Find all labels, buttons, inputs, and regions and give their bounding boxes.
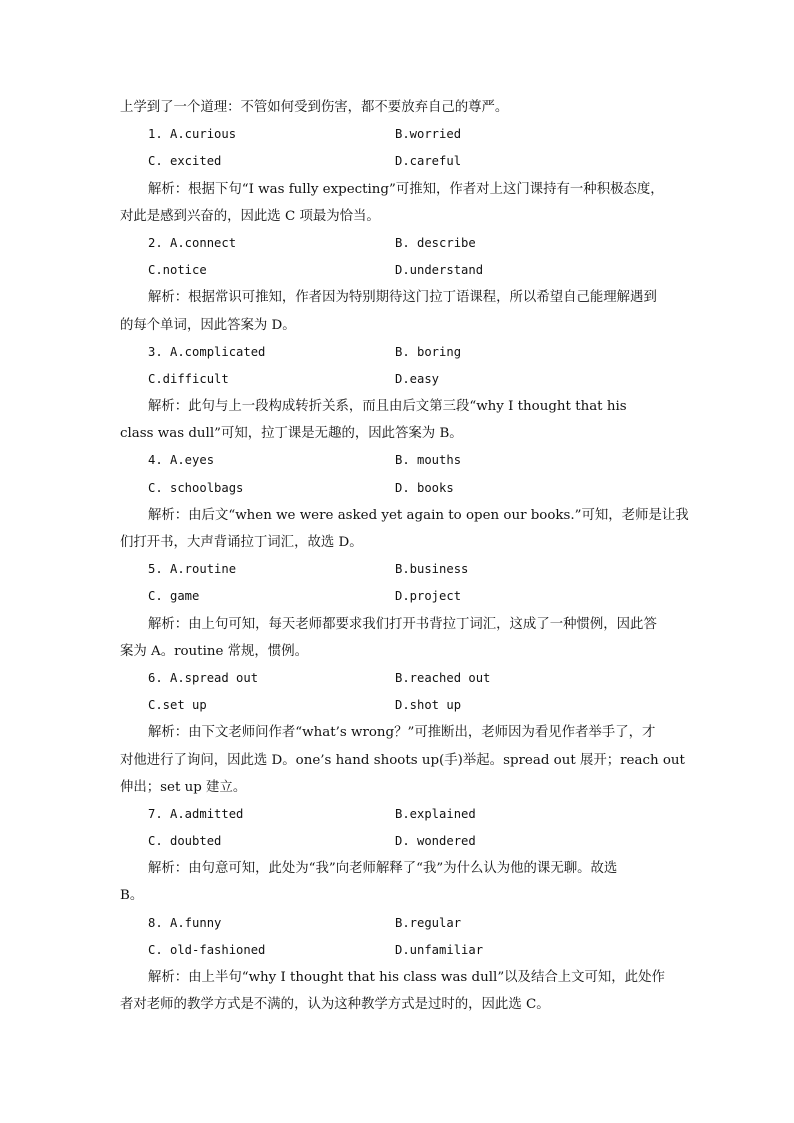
- option-b: B.worried: [395, 127, 462, 142]
- analysis-line: 解析：根据常识可推知，作者因为特别期待这门拉丁语课程，所以希望自己能理解遇到: [148, 290, 657, 306]
- option-a: 6. A.spread out: [148, 670, 259, 685]
- option-d: D.project: [395, 589, 462, 604]
- question-block: [120, 121, 676, 230]
- question-block: [120, 447, 689, 556]
- option-b: B.regular: [395, 915, 462, 930]
- analysis-line: B。: [120, 888, 144, 904]
- option-row: [120, 828, 676, 855]
- option-row: [120, 339, 676, 366]
- option-b: B. describe: [395, 235, 476, 250]
- analysis-line: 解析：由后文“when we were asked yet again to open our books.”可知，老师是让我: [148, 507, 689, 523]
- analysis-paragraph: [120, 176, 676, 230]
- option-row: [120, 366, 676, 393]
- analysis-paragraph: [120, 855, 676, 909]
- analysis-paragraph: [120, 964, 676, 1018]
- option-b: B. boring: [395, 344, 462, 359]
- option-row: [120, 230, 676, 257]
- question-block: [120, 339, 676, 448]
- option-c: C. game: [148, 589, 200, 604]
- option-row: [120, 121, 676, 148]
- option-b: B.reached out: [395, 670, 491, 685]
- option-row: [120, 910, 676, 937]
- option-row: [120, 692, 676, 719]
- analysis-paragraph: [120, 611, 676, 665]
- analysis-paragraph: [120, 502, 689, 556]
- option-c: C. old-fashioned: [148, 942, 266, 957]
- question-block: [120, 230, 676, 339]
- option-a: 5. A.routine: [148, 562, 237, 577]
- analysis-line: 对此是感到兴奋的，因此选 C 项最为恰当。: [120, 208, 380, 224]
- question-block: [120, 801, 676, 910]
- document-content: [120, 94, 689, 1018]
- analysis-line: 解析：根据下句“I was fully expecting”可推知，作者对上这门课持有一种积极态度，: [148, 181, 664, 197]
- option-row: [120, 148, 676, 175]
- option-d: D.careful: [395, 154, 462, 169]
- option-d: D. books: [395, 480, 454, 495]
- option-c: C. excited: [148, 154, 222, 169]
- option-a: 8. A.funny: [148, 915, 222, 930]
- option-row: [120, 475, 676, 502]
- option-a: 3. A.complicated: [148, 344, 266, 359]
- analysis-line: 案为 A。routine 常规，惯例。: [120, 643, 308, 659]
- analysis-line: 们打开书，大声背诵拉丁词汇，故选 D。: [120, 535, 363, 550]
- option-row: [120, 447, 676, 474]
- option-c: C.notice: [148, 263, 207, 278]
- option-c: C.set up: [148, 698, 207, 713]
- analysis-line: 解析：此句与上一段构成转折关系，而且由后文第三段“why I thought that his: [148, 399, 627, 415]
- analysis-line: 者对老师的教学方式是不满的，认为这种教学方式是过时的，因此选 C。: [120, 997, 550, 1013]
- option-a: 7. A.admitted: [148, 806, 244, 821]
- option-row: [120, 801, 676, 828]
- option-d: D. wondered: [395, 834, 476, 849]
- intro-line: 上学到了一个道理：不管如何受到伤害，都不要放弃自己的尊严。: [120, 100, 509, 115]
- option-d: D.easy: [395, 371, 440, 386]
- analysis-line: class was dull”可知，拉丁课是无趣的，因此答案为 B。: [120, 426, 463, 442]
- analysis-line: 解析：由上句可知，每天老师都要求我们打开书背拉丁词汇，这成了一种惯例，因此答: [148, 616, 657, 632]
- analysis-paragraph: [120, 719, 685, 801]
- question-block: [120, 556, 676, 665]
- analysis-line: 解析：由下文老师问作者“what’s wrong？”可推断出，老师因为看见作者举手了，才: [148, 725, 656, 741]
- option-c: C.difficult: [148, 371, 229, 386]
- analysis-line: 解析：由上半句“why I thought that his class was dull”以及结合上文可知，此处作: [148, 970, 665, 985]
- analysis-paragraph: [120, 393, 676, 447]
- option-d: D.unfamiliar: [395, 942, 484, 957]
- analysis-line: 伸出；set up 建立。: [120, 779, 247, 795]
- option-row: [120, 937, 676, 964]
- option-row: [120, 257, 676, 284]
- option-d: D.understand: [395, 263, 484, 278]
- option-a: 1. A.curious: [148, 127, 237, 142]
- analysis-line: 解析：由句意可知，此处为“我”向老师解释了“我”为什么认为他的课无聊。故选: [148, 861, 618, 877]
- option-a: 2. A.connect: [148, 235, 237, 250]
- option-c: C. schoolbags: [148, 480, 244, 495]
- option-b: B.business: [395, 562, 469, 577]
- option-b: B. mouths: [395, 453, 462, 468]
- analysis-line: 的每个单词，因此答案为 D。: [120, 317, 296, 333]
- question-block: [120, 910, 676, 1019]
- option-a: 4. A.eyes: [148, 453, 215, 468]
- analysis-paragraph: [120, 284, 676, 338]
- option-b: B.explained: [395, 806, 476, 821]
- option-c: C. doubted: [148, 834, 222, 849]
- question-block: [120, 665, 685, 801]
- option-row: [120, 556, 676, 583]
- option-row: [120, 665, 676, 692]
- analysis-line: 对他进行了询问，因此选 D。one’s hand shoots up(手)举起。spread out 展开；reach out: [120, 752, 685, 768]
- option-d: D.shot up: [395, 698, 462, 713]
- option-row: [120, 583, 676, 610]
